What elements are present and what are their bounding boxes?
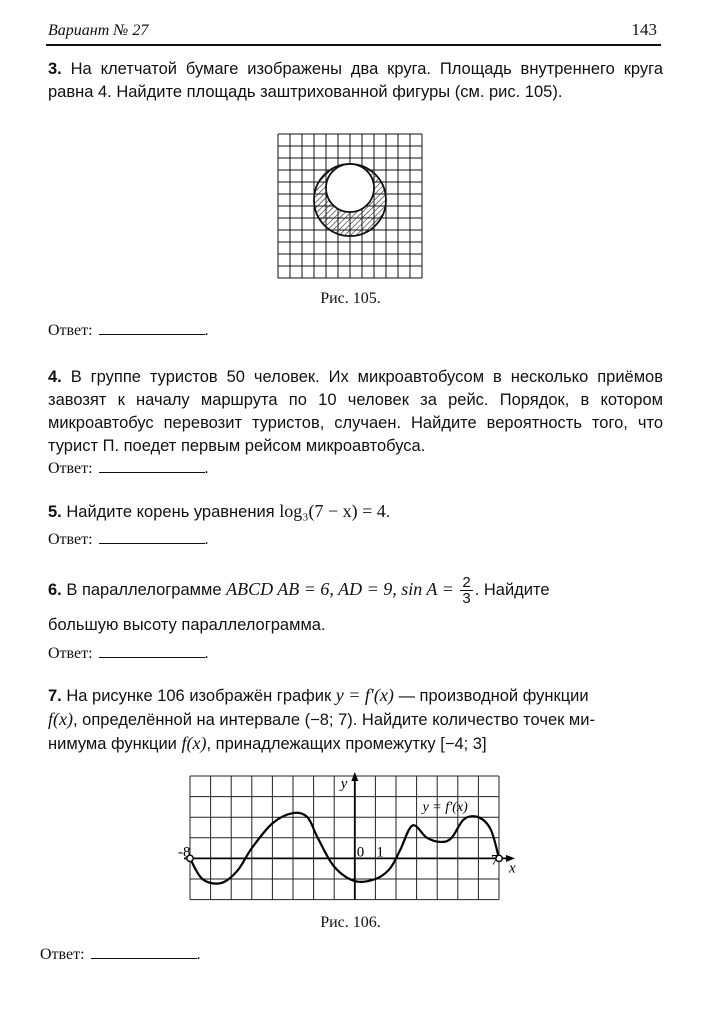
- task-6-line-2: большую высоту параллелограмма.: [48, 616, 326, 634]
- tick-label-1: 1: [376, 844, 384, 861]
- answer-3-blank[interactable]: [99, 322, 205, 335]
- task-3: [48, 58, 663, 104]
- task-7-formula-f-2: f(x): [181, 733, 207, 753]
- answer-7: Ответ: .: [40, 946, 201, 963]
- answer-5-label: Ответ:: [48, 531, 93, 548]
- tick-label-7: 7: [491, 852, 499, 869]
- answer-6-blank[interactable]: [99, 645, 205, 658]
- task-5-number: 5.: [48, 503, 62, 521]
- figure-106-chart: [175, 772, 525, 904]
- task-6-text: В параллелограмме: [66, 580, 222, 599]
- task-7-line3-text: нимума функции: [48, 735, 177, 753]
- y-axis-label: y: [340, 776, 348, 792]
- task-5-period: .: [385, 503, 391, 521]
- task-5-equation: log₃(7 − x) = 4: [279, 501, 386, 521]
- task-7-line-1: [48, 684, 663, 708]
- curve-label: y = f′(x): [422, 799, 468, 815]
- figure-105: [277, 133, 423, 279]
- answer-7-label: Ответ:: [40, 946, 85, 963]
- x-axis-label: x: [509, 860, 516, 877]
- task-7-formula-f: f(x): [48, 709, 73, 729]
- task-4-text: В группе туристов 50 человек. Их микроавтобусом в несколько приёмов завозят к началу маршрута по 10 человек за рейс. Порядок, в котором микроавтобус перевозит туристов, случаен. Найдите вероятность того, что турист П. поедет первым рейсом микроавтобуса.: [48, 368, 663, 455]
- answer-6-label: Ответ:: [48, 645, 93, 662]
- derivative-curve: [190, 813, 499, 884]
- task-5: [48, 500, 663, 524]
- task-7-line1-text: На рисунке 106 изображён график: [66, 687, 332, 705]
- task-4: [48, 366, 663, 458]
- task-7-number: 7.: [48, 687, 62, 705]
- figure-105-caption: Рис. 105.: [320, 290, 381, 307]
- task-3-number: 3.: [48, 60, 62, 78]
- tick-label-0: 0: [356, 844, 365, 861]
- task-3-text: На клетчатой бумаге изображены два круга. Площадь внутреннего круга равна 4. Найдите площадь заштрихованной фигуры (см. рис. 105).: [48, 60, 663, 101]
- answer-7-blank[interactable]: [91, 946, 197, 959]
- answer-3-label: Ответ:: [48, 322, 93, 339]
- inner-circle: [326, 164, 374, 212]
- answer-4-blank[interactable]: [99, 460, 205, 473]
- task-7-formula-derivative: y = f′(x): [335, 685, 394, 705]
- task-7-line-3: [48, 732, 663, 756]
- task-6: [48, 575, 663, 606]
- task-6-number: 6.: [48, 580, 62, 599]
- task-6-fraction: [460, 575, 472, 606]
- answer-5: Ответ: .: [48, 531, 209, 548]
- answer-4-label: Ответ:: [48, 460, 93, 477]
- header-divider: [46, 44, 661, 46]
- task-7-line-2: [48, 708, 663, 732]
- task-7: [48, 684, 663, 756]
- fraction-numerator: 2: [462, 574, 471, 591]
- page-number: 143: [631, 20, 657, 39]
- task-6-text-after: . Найдите: [474, 580, 550, 599]
- task-7-line2-text: , определённой на интервале (−8; 7). Найдите количество точек ми-: [72, 711, 595, 729]
- variant-label: Вариант № 27: [48, 22, 149, 39]
- tick-label-minus-8: -8: [178, 844, 191, 861]
- task-4-number: 4.: [48, 368, 62, 386]
- task-6-condition: ABCD AB = 6, AD = 9, sin A =: [226, 578, 454, 599]
- task-5-text: Найдите корень уравнения: [66, 503, 275, 521]
- answer-4: Ответ: .: [48, 460, 209, 477]
- task-7-line3-after: , принадлежащих промежутку [−4; 3]: [206, 735, 487, 753]
- fraction-denominator: 3: [462, 590, 471, 607]
- answer-3: Ответ: .: [48, 322, 209, 339]
- figure-106-caption: Рис. 106.: [320, 914, 381, 931]
- task-7-line1-after: — производной функции: [398, 687, 589, 705]
- answer-5-blank[interactable]: [99, 531, 205, 544]
- answer-6: Ответ: .: [48, 645, 209, 662]
